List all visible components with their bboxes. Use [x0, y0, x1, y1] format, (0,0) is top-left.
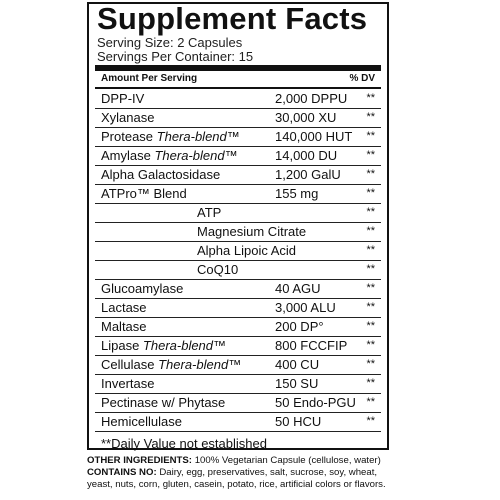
ingredient-name	[101, 148, 238, 163]
ingredient-name	[197, 224, 306, 239]
ingredient-dv: **	[366, 92, 375, 104]
ingredient-amount: 3,000 ALU	[275, 300, 336, 315]
percent-dv-header: % DV	[349, 73, 375, 84]
ingredient-name	[197, 243, 296, 258]
ingredient-name-text: ATP	[197, 205, 222, 220]
ingredient-name	[101, 414, 182, 429]
serving-size: Serving Size: 2 Capsules	[97, 35, 243, 50]
ingredients-info	[87, 455, 405, 491]
ingredient-dv: **	[366, 282, 375, 294]
ingredient-dv: **	[366, 415, 375, 427]
contains-no-text: Dairy, egg, preservatives, salt, sucrose, soy, wheat, yeast, nuts, corn, gluten, casein, potato, rice, artificial colors or flavors.	[87, 467, 386, 490]
ingredient-name	[101, 319, 147, 334]
column-header	[101, 73, 375, 86]
ingredient-dv: **	[366, 130, 375, 142]
ingredient-name-italic: Thera-blend™	[156, 129, 240, 144]
ingredient-name	[101, 300, 147, 315]
ingredient-row	[95, 413, 381, 432]
ingredient-dv: **	[366, 149, 375, 161]
ingredient-name-text: Pectinase w/ Phytase	[101, 395, 226, 410]
ingredient-name	[197, 205, 221, 220]
ingredient-dv: **	[366, 320, 375, 332]
ingredient-name-text: Protease	[101, 129, 157, 144]
ingredient-name-text: Cellulase	[101, 357, 159, 372]
ingredient-name	[197, 262, 238, 277]
ingredient-name-text: CoQ10	[197, 262, 239, 277]
ingredient-name	[101, 129, 240, 144]
ingredient-dv: **	[366, 339, 375, 351]
ingredient-name	[101, 167, 220, 182]
ingredient-name-text: Maltase	[101, 319, 147, 334]
ingredient-row	[95, 185, 381, 204]
ingredient-name-text: Magnesium Citrate	[197, 224, 307, 239]
ingredient-amount: 14,000 DU	[275, 148, 338, 163]
ingredient-row	[95, 280, 381, 299]
ingredient-amount: 150 SU	[275, 376, 319, 391]
ingredient-row	[95, 109, 381, 128]
ingredient-amount: 140,000 HUT	[275, 129, 353, 144]
ingredient-row	[95, 166, 381, 185]
ingredient-amount: 50 Endo-PGU	[275, 395, 356, 410]
footnote: **Daily Value not established	[101, 436, 267, 451]
ingredient-amount: 40 AGU	[275, 281, 321, 296]
ingredient-name-text: Lipase	[101, 338, 143, 353]
ingredient-amount: 400 CU	[275, 357, 320, 372]
ingredient-row	[95, 147, 381, 166]
ingredient-name	[101, 281, 183, 296]
ingredient-row	[95, 375, 381, 394]
ingredient-name-text: Invertase	[101, 376, 155, 391]
ingredient-dv: **	[366, 377, 375, 389]
ingredient-name-italic: Thera-blend™	[158, 357, 242, 372]
ingredient-row	[95, 242, 381, 261]
ingredient-row	[95, 223, 381, 242]
ingredient-dv: **	[366, 225, 375, 237]
ingredient-row	[95, 90, 381, 109]
ingredient-name	[101, 338, 226, 353]
ingredient-row	[95, 318, 381, 337]
other-ingredients-text: 100% Vegetarian Capsule (cellulose, water)	[194, 455, 381, 466]
ingredient-name-italic: Thera-blend™	[154, 148, 238, 163]
ingredient-name	[101, 357, 241, 372]
ingredient-name-text: ATPro™ Blend	[101, 186, 187, 201]
ingredient-dv: **	[366, 301, 375, 313]
ingredient-name-text: Hemicellulase	[101, 414, 182, 429]
ingredient-row	[95, 394, 381, 413]
ingredient-name-text: Glucoamylase	[101, 281, 184, 296]
supplement-facts-panel	[87, 2, 389, 450]
contains-no-label: CONTAINS NO:	[87, 467, 157, 478]
ingredient-amount: 2,000 DPPU	[275, 91, 348, 106]
ingredient-name-italic: Thera-blend™	[142, 338, 227, 353]
ingredient-name	[101, 110, 154, 125]
ingredient-name	[101, 376, 154, 391]
ingredient-name-text: Amylase	[101, 148, 155, 163]
ingredient-name	[101, 186, 187, 201]
ingredient-amount: 30,000 XU	[275, 110, 337, 125]
ingredient-dv: **	[366, 244, 375, 256]
mid-divider	[95, 87, 381, 89]
ingredient-dv: **	[366, 187, 375, 199]
ingredient-name-text: Xylanase	[101, 110, 155, 125]
amount-per-serving-header: Amount Per Serving	[101, 73, 198, 84]
ingredient-name	[101, 91, 144, 106]
ingredient-row	[95, 204, 381, 223]
ingredient-dv: **	[366, 111, 375, 123]
ingredient-row	[95, 337, 381, 356]
ingredient-row	[95, 299, 381, 318]
panel-title: Supplement Facts	[97, 1, 368, 36]
ingredient-dv: **	[366, 358, 375, 370]
ingredient-name	[101, 395, 225, 410]
ingredient-dv: **	[366, 206, 375, 218]
ingredient-name-text: Lactase	[101, 300, 147, 315]
thick-divider	[95, 65, 381, 71]
servings-per-container: Servings Per Container: 15	[97, 49, 254, 64]
ingredient-name-text: Alpha Lipoic Acid	[197, 243, 297, 258]
ingredient-row	[95, 128, 381, 147]
other-ingredients-label: OTHER INGREDIENTS:	[87, 455, 193, 466]
ingredient-table	[95, 90, 381, 432]
ingredient-dv: **	[366, 168, 375, 180]
ingredient-amount: 800 FCCFIP	[275, 338, 348, 353]
ingredient-row	[95, 261, 381, 280]
ingredient-name-text: DPP-IV	[101, 91, 145, 106]
ingredient-amount: 200 DP°	[275, 319, 324, 334]
ingredient-name-text: Alpha Galactosidase	[101, 167, 221, 182]
ingredient-dv: **	[366, 396, 375, 408]
ingredient-amount: 155 mg	[275, 186, 319, 201]
ingredient-row	[95, 356, 381, 375]
ingredient-amount: 1,200 GalU	[275, 167, 341, 182]
ingredient-dv: **	[366, 263, 375, 275]
ingredient-amount: 50 HCU	[275, 414, 322, 429]
